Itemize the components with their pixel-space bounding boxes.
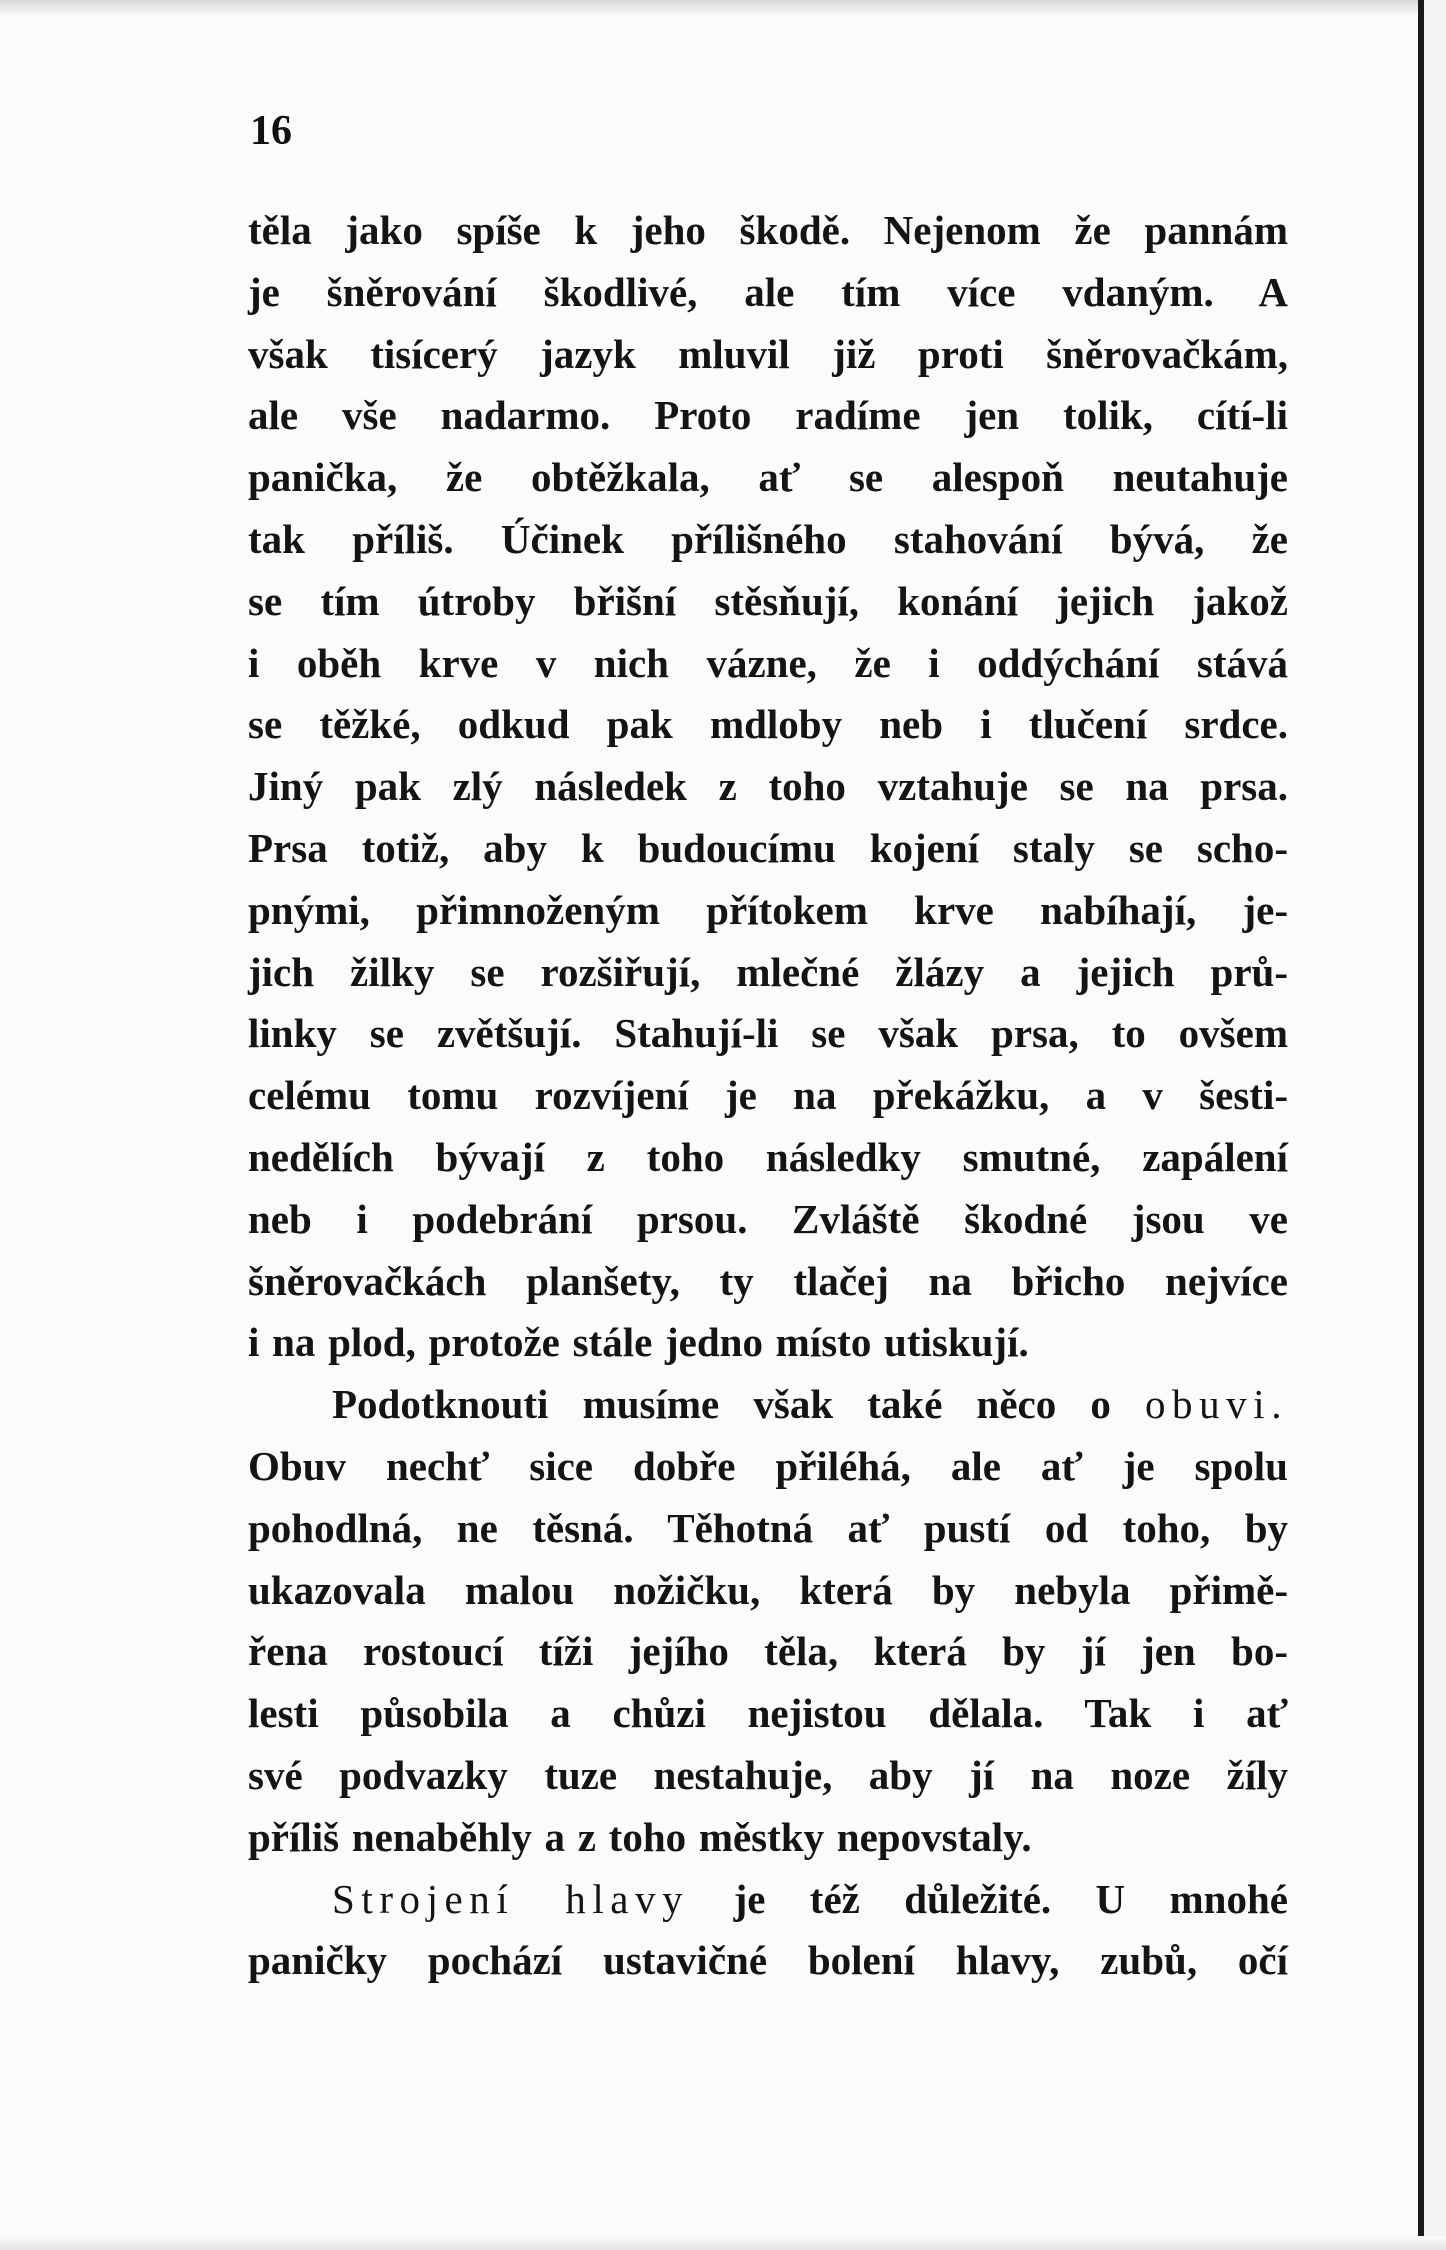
text-line: se těžké, odkud pak mdloby neb i tlučení srdce. (248, 701, 1288, 748)
text-line: pnými, přimnoženým přítokem krve nabíhají, je- (248, 886, 1288, 933)
text-line: Prsa totiž, aby k budoucímu kojení staly se scho- (248, 824, 1288, 871)
text-line: ukazovala malou nožičku, která by nebyla přimě- (248, 1566, 1288, 1613)
emphasized-phrase: Strojení hlavy (332, 1875, 690, 1922)
text-line: neb i podebrání prsou. Zvláště škodné jsou ve (248, 1195, 1288, 1242)
text-line: pohodlná, ne těsná. Těhotná ať pustí od toho, by (248, 1504, 1288, 1551)
text-line: však tisícerý jazyk mluvil již proti šněrovačkám, (248, 330, 1288, 377)
page-top-edge (0, 0, 1446, 16)
text-line: paničky pochází ustavičné bolení hlavy, zubů, očí (248, 1937, 1288, 1984)
book-spine-edge (1418, 0, 1424, 2250)
text-line: i na plod, protože stále jedno místo utiskují. (248, 1319, 1029, 1366)
text-line: linky se zvětšují. Stahují-li se však prsa, to ovšem (248, 1010, 1288, 1057)
page-bottom-edge (0, 2236, 1446, 2250)
text-line: i oběh krve v nich vázne, že i oddýchání stává (248, 639, 1288, 686)
text-line: příliš nenaběhly a z toho městky nepovstaly. (248, 1813, 1032, 1860)
text-line: těla jako spíše k jeho škodě. Nejenom že pannám (248, 207, 1288, 253)
text-line: Obuv nechť sice dobře přiléhá, ale ať je spolu (248, 1442, 1288, 1489)
text-line: nedělích bývají z toho následky smutné, zapálení (248, 1133, 1288, 1180)
text-line: je šněrování škodlivé, ale tím více vdaným. A (248, 268, 1288, 315)
text-run: Podotknouti musíme však také něco o (332, 1381, 1111, 1428)
text-line: jich žilky se rozšiřují, mlečné žlázy a jejich prů- (248, 948, 1288, 995)
text-line: celému tomu rozvíjení je na překážku, a v šesti- (248, 1072, 1288, 1119)
text-line: tak příliš. Účinek přílišného stahování bývá, že (248, 515, 1288, 562)
emphasized-word: obuvi. (1145, 1381, 1289, 1428)
paragraph-start-line (248, 1869, 1288, 1931)
text-line: Jiný pak zlý následek z toho vztahuje se na prsa. (248, 763, 1288, 810)
text-run: je též důležité. U mnohé (733, 1875, 1288, 1922)
text-line: panička, že obtěžkala, ať se alespoň neutahuje (248, 454, 1288, 501)
text-line: řena rostoucí tíži jejího těla, která by jí jen bo- (248, 1628, 1288, 1675)
text-line: ale vše nadarmo. Proto radíme jen tolik, cítí-li (248, 392, 1288, 439)
text-line: se tím útroby břišní stěsňují, konání jejich jakož (248, 577, 1288, 624)
page-number: 16 (250, 108, 292, 154)
page-margin-right (1424, 0, 1446, 2250)
paragraph-start-line (248, 1374, 1288, 1436)
body-text (248, 200, 1288, 1992)
text-line: lesti působila a chůzi nejistou dělala. Tak i ať (248, 1690, 1288, 1737)
text-line: své podvazky tuze nestahuje, aby jí na noze žíly (248, 1751, 1288, 1798)
text-line: šněrovačkách planšety, ty tlačej na břicho nejvíce (248, 1257, 1288, 1304)
